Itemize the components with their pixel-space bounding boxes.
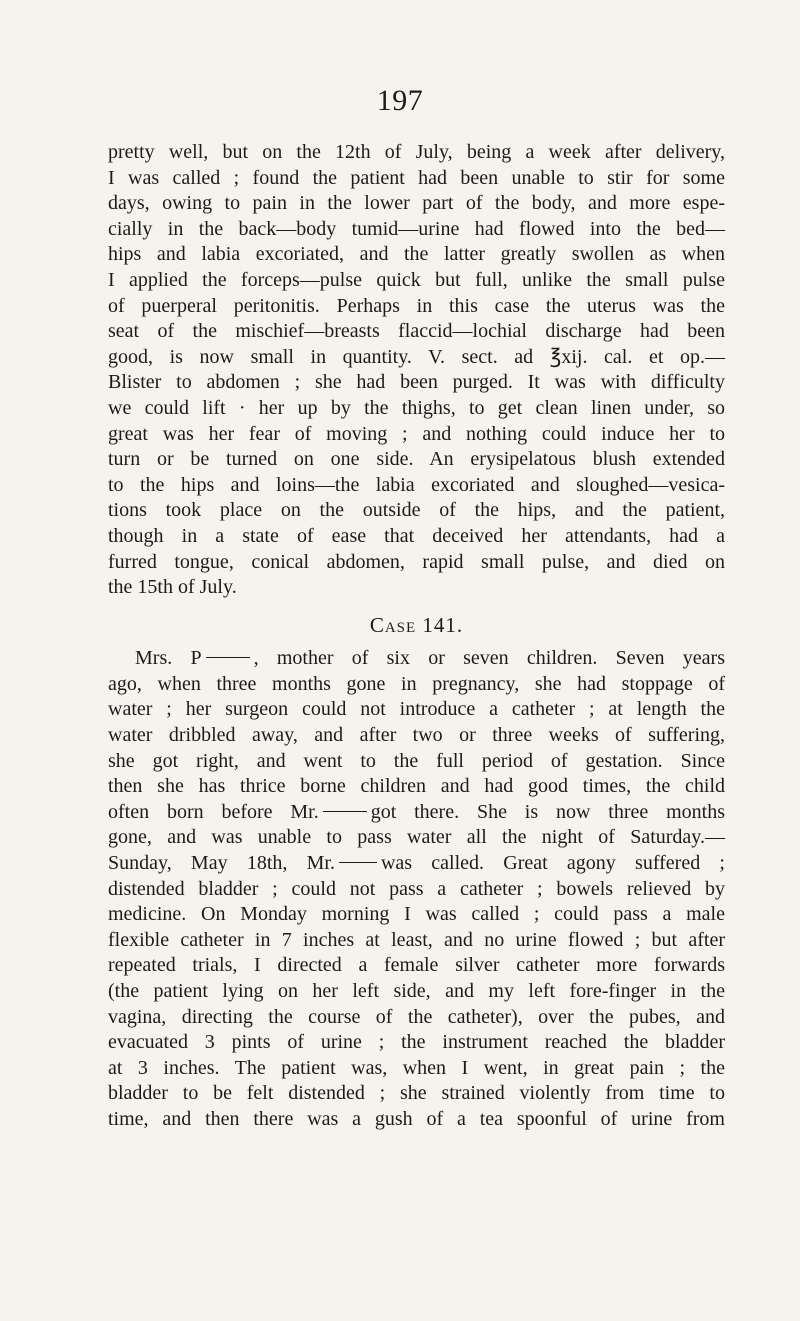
text-line: though in a state of ease that deceived her attendants, had a (108, 524, 725, 547)
page-number: 197 (376, 84, 424, 117)
text-line: tions took place on the outside of the hips, and the patient, (108, 499, 725, 522)
text-line: vagina, directing the course of the catheter), over the pubes, and (108, 1005, 725, 1028)
text-fragment: was called. Great agony suffered ; (380, 852, 725, 875)
text-fragment: Sunday, May 18th, Mr. (108, 852, 335, 875)
text-fragment: Mrs. P (135, 647, 202, 670)
text-fragment: , mother of six or seven children. Seven years (253, 647, 725, 670)
text-line: then she has thrice borne children and had good times, the child (108, 775, 725, 798)
text-line: she got right, and went to the full period of gestation. Since (108, 749, 725, 772)
text-line: at 3 inches. The patient was, when I went, in great pain ; the (108, 1056, 725, 1079)
text-line: the 15th of July. (108, 576, 237, 599)
text-line: Blister to abdomen ; she had been purged. It was with difficulty (108, 371, 725, 394)
name-omission-dash (206, 657, 250, 658)
text-line (108, 800, 725, 826)
text-line: to the hips and loins—the labia excoriated and sloughed—vesica- (108, 473, 725, 496)
name-omission-dash (323, 811, 367, 812)
body-text (108, 140, 725, 1133)
text-line: distended bladder ; could not pass a catheter ; bowels relieved by (108, 877, 725, 900)
paragraph-case-141 (108, 646, 725, 1132)
case-heading: Case 141. (369, 612, 464, 637)
text-line: bladder to be felt distended ; she strained violently from time to (108, 1082, 725, 1105)
text-line: time, and then there was a gush of a tea spoonful of urine from (108, 1107, 725, 1130)
text-line: I was called ; found the patient had been unable to stir for some (108, 166, 725, 189)
text-line: ago, when three months gone in pregnancy, she had stoppage of (108, 672, 725, 695)
text-line: pretty well, but on the 12th of July, being a week after delivery, (108, 141, 725, 163)
text-line: turn or be turned on one side. An erysipelatous blush extended (108, 448, 725, 471)
text-line: repeated trials, I directed a female silver catheter more forwards (108, 954, 725, 977)
text-line: seat of the mischief—breasts flaccid—lochial discharge had been (108, 320, 725, 343)
text-line: evacuated 3 pints of urine ; the instrument reached the bladder (108, 1031, 725, 1054)
text-fragment: got there. She is now three months (370, 800, 725, 823)
text-line: water dribbled away, and after two or three weeks of suffering, (108, 724, 725, 747)
text-line (108, 851, 725, 877)
text-line: of puerperal peritonitis. Perhaps in this case the uterus was the (108, 294, 725, 317)
text-line: (the patient lying on her left side, and my left fore-finger in the (108, 980, 725, 1002)
paragraph-case-140-conclusion (108, 140, 725, 601)
name-omission-dash (339, 862, 377, 863)
text-line: furred tongue, conical abdomen, rapid small pulse, and died on (108, 550, 725, 573)
text-line (108, 646, 725, 672)
text-line: great was her fear of moving ; and nothing could induce her to (108, 422, 725, 445)
text-line: flexible catheter in 7 inches at least, and no urine flowed ; but after (108, 928, 725, 951)
text-line: days, owing to pain in the lower part of the body, and more espe- (108, 192, 725, 215)
text-line: gone, and was unable to pass water all the night of Saturday.— (108, 826, 725, 849)
text-fragment: often born before Mr. (108, 800, 319, 823)
text-line: water ; her surgeon could not introduce a catheter ; at length the (108, 698, 725, 721)
text-line: cially in the back—body tumid—urine had flowed into the bed— (108, 217, 725, 240)
text-line: medicine. On Monday morning I was called ; could pass a male (108, 903, 725, 926)
text-line: good, is now small in quantity. V. sect. ad ℥xij. cal. et op.— (108, 345, 725, 368)
text-line: hips and labia excoriated, and the latter greatly swollen as when (108, 243, 725, 266)
text-line: I applied the forceps—pulse quick but full, unlike the small pulse (108, 268, 725, 291)
text-line: we could lift · her up by the thighs, to get clean linen under, so (108, 396, 725, 419)
